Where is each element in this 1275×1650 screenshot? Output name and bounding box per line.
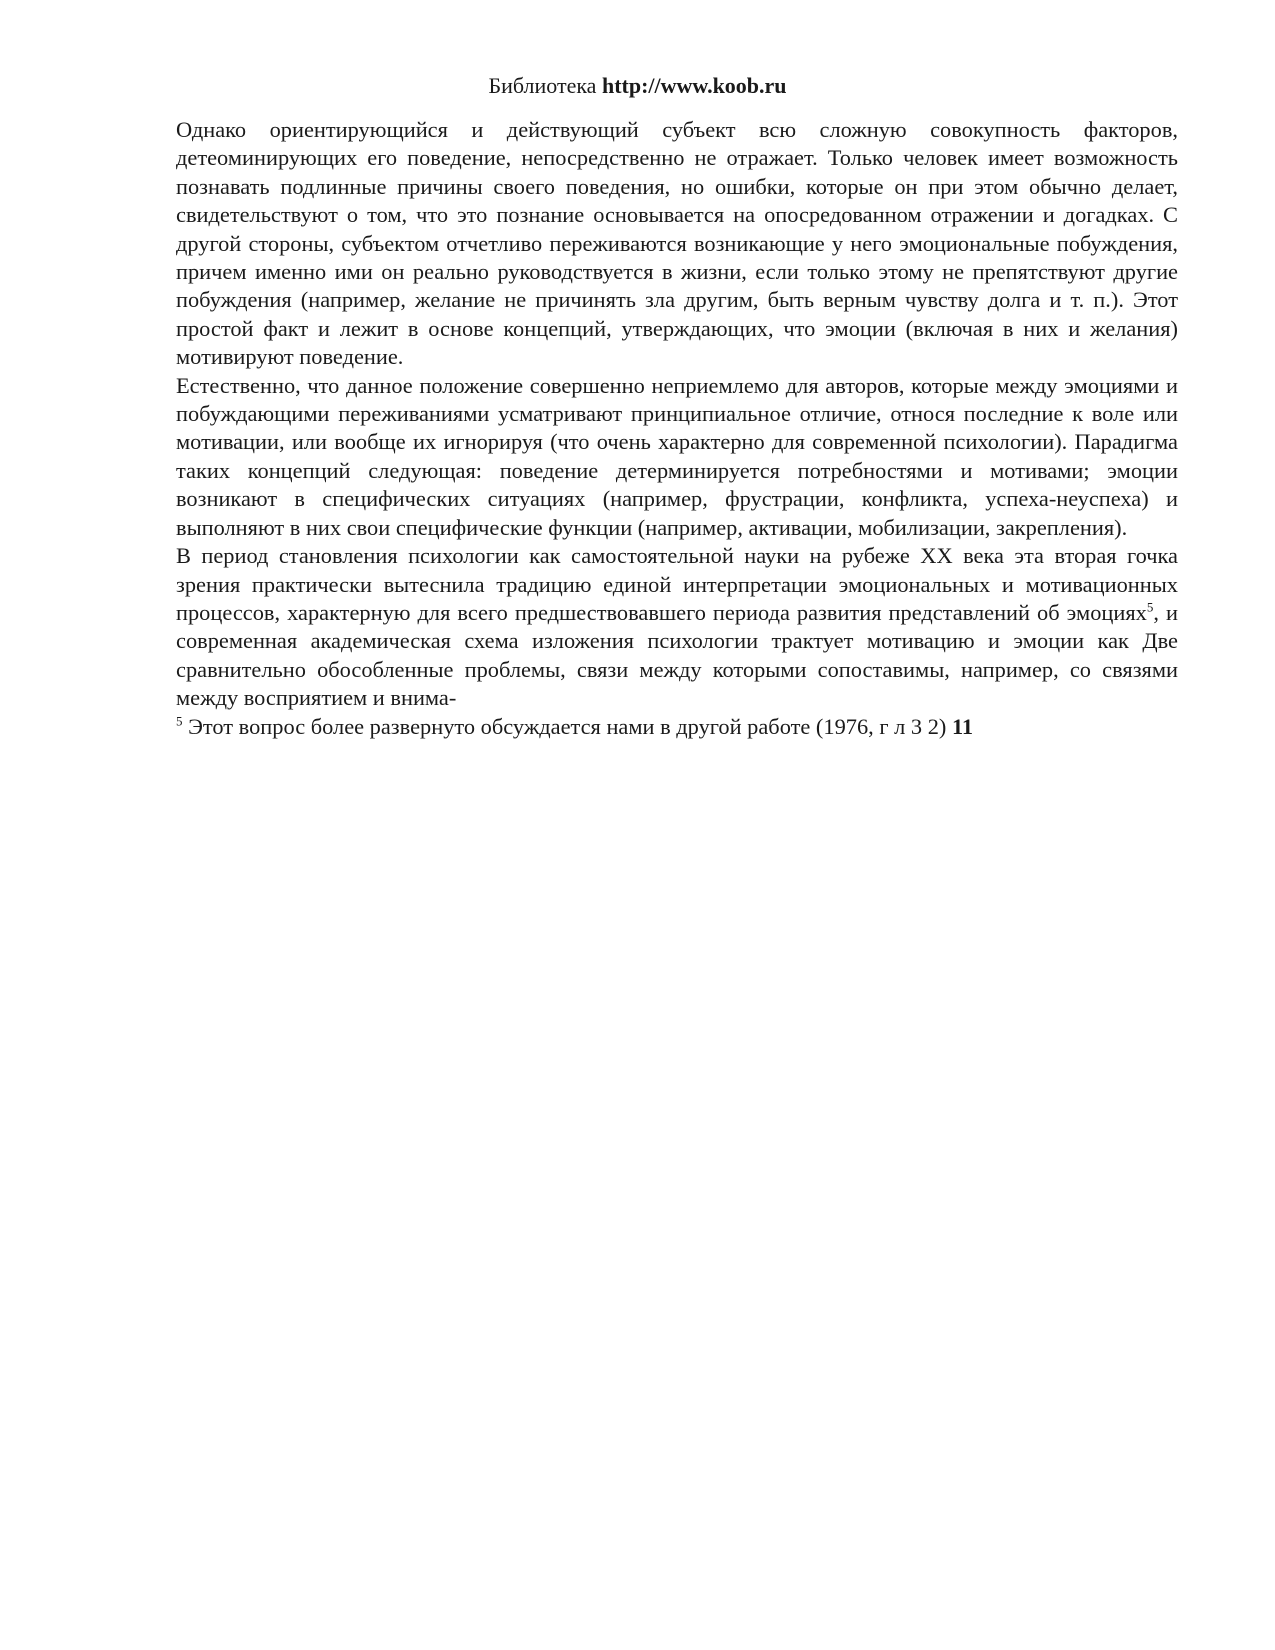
footnote xyxy=(176,713,1178,741)
paragraph-3-text-before: В период становления психологии как самостоятельной науки на рубеже XX века эта вторая гочка зрения практически вытеснила традицию единой интерпретации эмоциональных и мотивационных процессов, характерную для всего предшествовавшего периода развития представлений об эмоциях xyxy=(176,543,1178,625)
page-header xyxy=(0,73,1275,99)
body-text xyxy=(176,116,1178,741)
paragraph-3 xyxy=(176,542,1178,712)
footnote-text: Этот вопрос более развернуто обсуждается нами в другой работе (1976, г л 3 2) xyxy=(182,713,952,739)
paragraph-1: Однако ориентирующийся и действующий субъект всю сложную совокупность факторов, детеоминирующих его поведение, непосредственно не отражает. Только человек имеет возможность познавать подлинные причины своего поведения, но ошибки, которые он при этом обычно делает, свидетельствуют о том, что это познание основывается на опосредованном отражении и догадках. С другой стороны, субъектом отчетливо переживаются возникающие у него эмоциональные побуждения, причем именно ими он реально руководствуется в жизни, если только этому не препятствуют другие побуждения (например, желание не причинять зла другим, быть верным чувству долга и т. п.). Этот простой факт и лежит в основе концепций, утверждающих, что эмоции (включая в них и желания) мотивируют поведение. xyxy=(176,117,1178,370)
paragraph-3-text-after: , и современная академическая схема изложения психологии трактует мотивацию и эмоции как Две сравнительно обособленные проблемы, связи между которыми сопоставимы, например, со связями между восприятием и внима- xyxy=(176,599,1178,711)
header-label: Библиотека xyxy=(488,73,597,98)
page-number: 11 xyxy=(951,713,974,739)
header-url[interactable]: http://www.koob.ru xyxy=(601,73,787,98)
footnote-marker: 5 xyxy=(176,713,183,729)
paragraph-2: Естественно, что данное положение совершенно неприемлемо для авторов, которые между эмоциями и побуждающими переживаниями усматривают принципиальное отличие, относя последние к воле или мотивации, или вообще их игнорируя (что очень характерно для современной психологии). Парадигма таких концепций следующая: поведение детерминируется потребностями и мотивами; эмоции возникают в специфических ситуациях (например, фрустрации, конфликта, успеха-неуспеха) и выполняют в них свои специфические функции (например, активации, мобилизации, закрепления). xyxy=(176,372,1178,540)
footnote-reference: 5 xyxy=(1146,599,1154,615)
